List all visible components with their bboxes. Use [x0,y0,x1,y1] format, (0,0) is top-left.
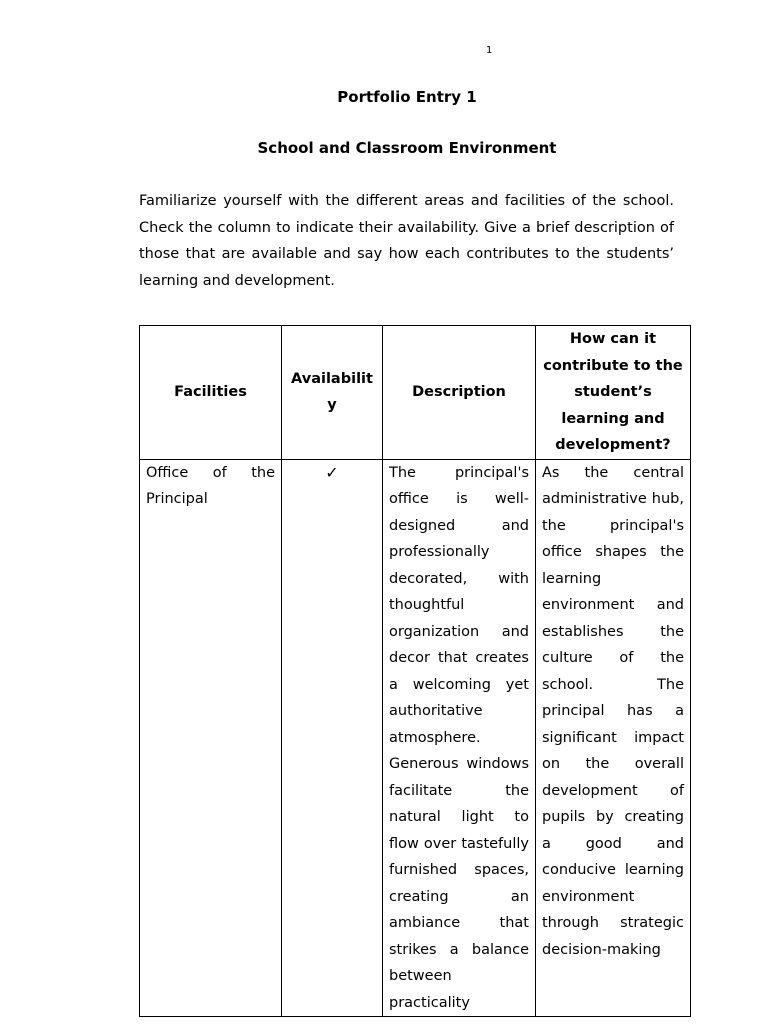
header-facilities: Facilities [140,326,282,460]
header-description: Description [383,326,536,460]
facility-cell [140,459,282,1017]
description-text: The principal's office is well-designed and professionally decorated, with thoughtful organization and decor that creates a welcoming yet authoritative atmosphere. Generous windows facilitate the natural light to flow over tastefully furnished spaces, creating an ambiance that strikes a balance between practicality [389,464,529,1011]
contribution-text: As the central administrative hub, the principal's office shapes the learning environment and establishes the culture of the school. The principal has a significant impact on the overall development of pupils by creating a good and conducive learning environment through strategic decision-making [542,464,684,958]
header-availability: Availabilit y [282,326,383,460]
facilities-table [139,325,691,1017]
page-title: Portfolio Entry 1 [337,88,477,106]
availability-cell [282,459,383,1017]
contribution-cell [536,459,691,1017]
header-contribution: How can it contribute to the student’s learning and development? [536,326,691,460]
page-subtitle: School and Classroom Environment [257,139,557,157]
description-cell [383,459,536,1017]
table-header-row [140,326,691,460]
intro-paragraph: Familiarize yourself with the different areas and facilities of the school. Check the column to indicate their availability. Give a brief description of those that are available and say how each contributes to the students’ learning and development. [139,193,674,289]
page-number: 1 [486,45,493,56]
table-row [140,459,691,1017]
facility-name: Office of the Principal [146,464,275,507]
checkmark-icon: ✓ [325,462,339,482]
